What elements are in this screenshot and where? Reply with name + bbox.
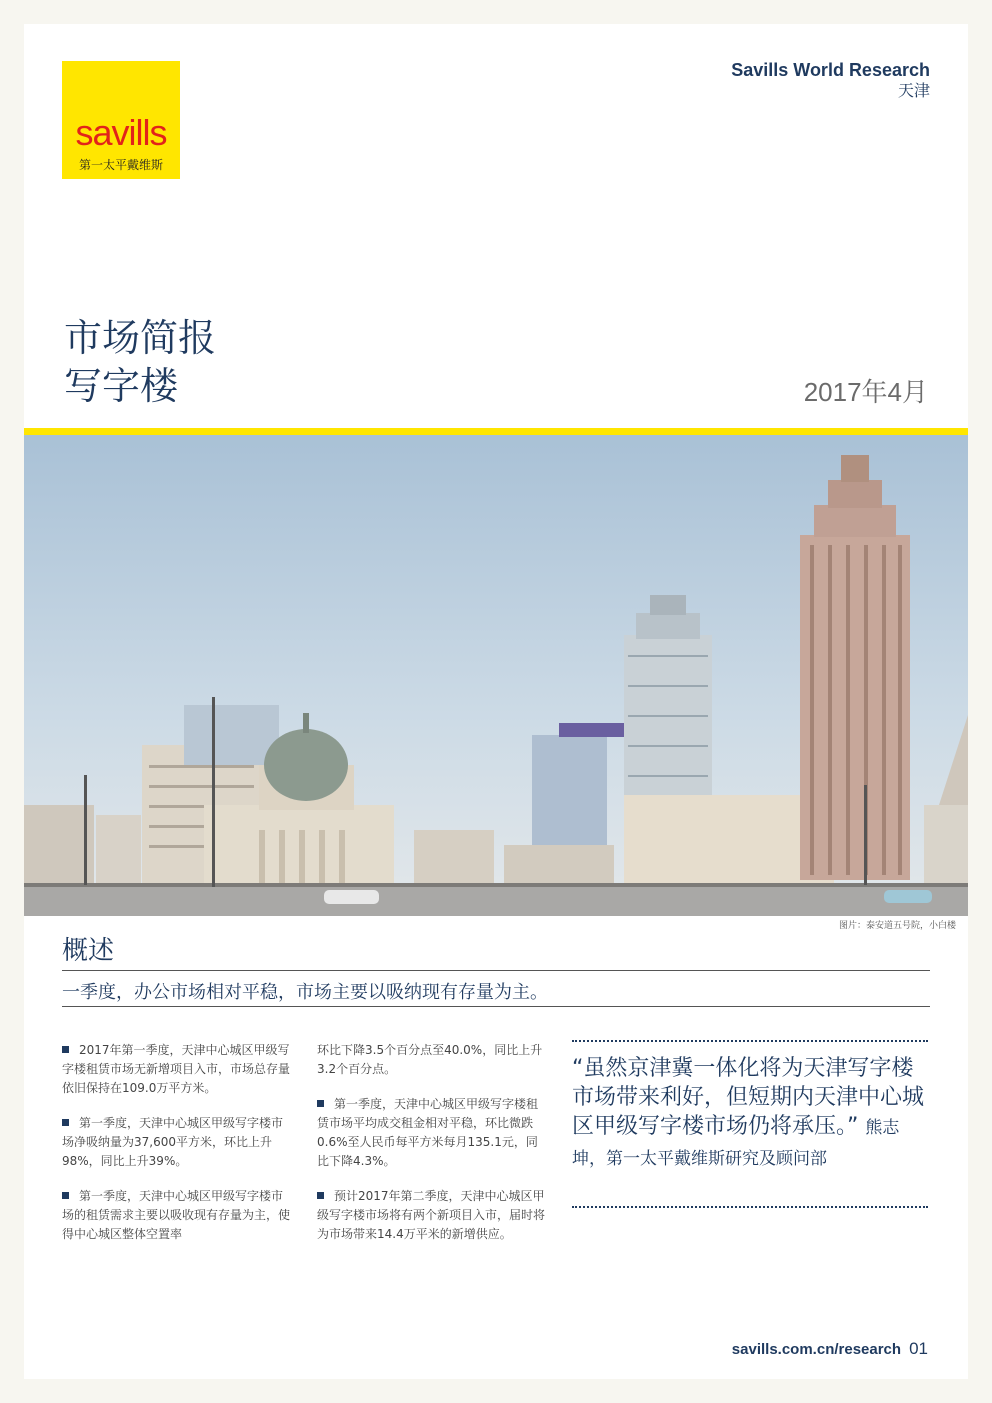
bullet-item	[62, 1114, 290, 1171]
page-footer	[732, 1339, 928, 1359]
title-line-1: 市场简报	[64, 316, 217, 360]
page-number: 01	[909, 1339, 928, 1358]
brand-name: Savills World Research	[731, 60, 930, 80]
bullet-text: 第一季度，天津中心城区甲级写字楼租赁市场平均成交租金相对平稳，环比微跌0.6%至人民币每平方米每月135.1元，同比下降4.3%。	[317, 1097, 539, 1168]
bullet-column-left	[62, 1041, 290, 1260]
report-date: 2017年4月	[803, 377, 928, 407]
brand-city: 天津	[897, 83, 930, 100]
overview-rule-bottom	[62, 1006, 930, 1007]
title-line-2: 写字楼	[64, 364, 179, 408]
bullet-text: 2017年第一季度，天津中心城区甲级写字楼租赁市场无新增项目入市，市场总存量依旧保持在109.0万平方米。	[62, 1043, 291, 1095]
overview-rule-top	[62, 970, 930, 971]
footer-url[interactable]: savills.com.cn/research	[731, 1341, 902, 1358]
bullet-square-icon	[62, 1119, 69, 1126]
cover-photo	[24, 435, 968, 916]
quote-rule-top	[572, 1040, 928, 1042]
logo-subtitle: 第一太平戴维斯	[78, 158, 163, 172]
bullet-column-middle	[317, 1041, 547, 1260]
bullet-item	[317, 1095, 547, 1171]
bullet-square-icon	[317, 1192, 324, 1199]
page-title	[64, 314, 216, 410]
page	[24, 24, 968, 1379]
pull-quote	[572, 1054, 932, 1174]
overview-heading: 概述	[62, 936, 115, 966]
bullet-item	[317, 1187, 547, 1244]
bullet-square-icon	[317, 1100, 324, 1107]
bullet-text: 第一季度，天津中心城区甲级写字楼市场的租赁需求主要以吸收现有存量为主，使得中心城区整体空置率	[62, 1189, 291, 1241]
yellow-divider	[24, 428, 968, 435]
quote-attribution: 熊志坤，第一太平戴维斯研究及顾问部	[572, 1118, 900, 1169]
logo-wordmark: savills	[75, 112, 167, 153]
bullet-item	[62, 1041, 290, 1098]
quote-text: “虽然京津冀一体化将为天津写字楼市场带来利好，但短期内天津中心城区甲级写字楼市场仍将承压。”	[572, 1056, 925, 1139]
quote-rule-bottom	[572, 1206, 928, 1208]
bullet-continuation: 环比下降3.5个百分点至40.0%，同比上升3.2个百分点。	[317, 1043, 543, 1076]
savills-logo	[62, 61, 180, 179]
bullet-text: 预计2017年第二季度，天津中心城区甲级写字楼市场将有两个新项目入市，届时将为市场带来14.4万平米的新增供应。	[317, 1189, 546, 1241]
bullet-item	[62, 1187, 290, 1244]
brand-block	[731, 59, 930, 103]
bullet-square-icon	[62, 1192, 69, 1199]
bullet-text: 第一季度，天津中心城区甲级写字楼市场净吸纳量为37,600平方米，环比上升98%，同比上升39%。	[62, 1116, 284, 1168]
bullet-square-icon	[62, 1046, 69, 1053]
skyline-illustration	[24, 435, 968, 916]
overview-summary: 一季度，办公市场相对平稳，市场主要以吸纳现有存量为主。	[62, 982, 548, 1003]
photo-caption: 图片：泰安道五号院，小白楼	[838, 921, 956, 931]
